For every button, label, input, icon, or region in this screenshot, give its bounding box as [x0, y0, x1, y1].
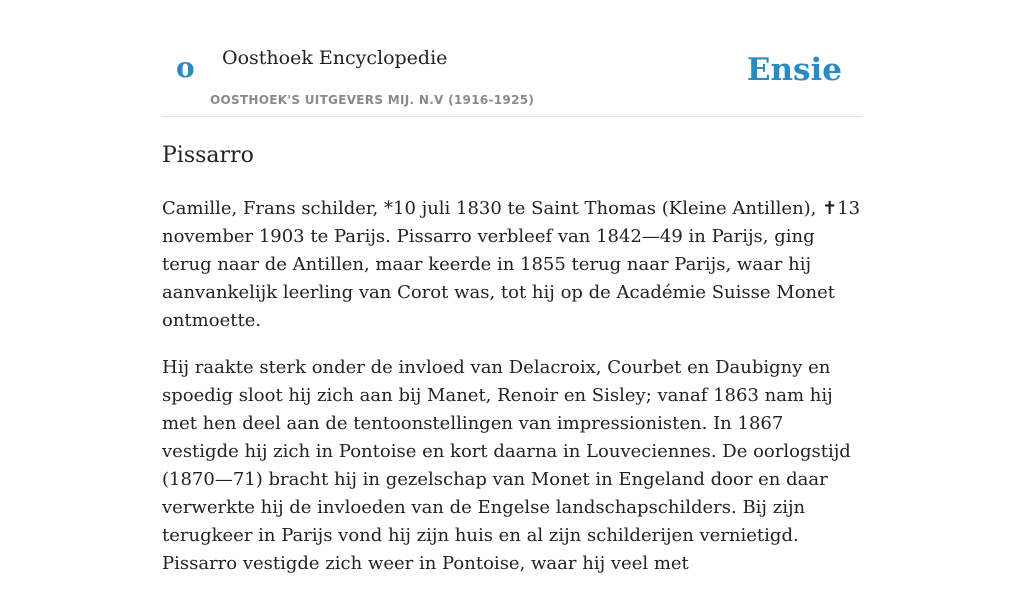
entry-body — [162, 195, 862, 578]
entry-paragraph-1: Camille, Frans schilder, *10 juli 1830 te Saint Thomas (Kleine Antillen), ✝13 november 1903 te Parijs. Pissarro verbleef van 1842—49 in Parijs, ging terug naar de Antillen, maar keerde in 1855 terug naar Parijs, waar hij aanvankelijk leerling van Corot was, tot hij op de Académie Suisse Monet ontmoette. — [162, 198, 861, 331]
entry-paragraph-2: Hij raakte sterk onder de invloed van Delacroix, Courbet en Daubigny en spoedig sloot hij zich aan bij Manet, Renoir en Sisley; vanaf 1863 nam hij met hen deel aan de tentoonstellingen van impressionisten. In 1867 vestigde hij zich in Pontoise en kort daarna in Louveciennes. De oorlogstijd (1870—71) bracht hij in gezelschap van Monet in Engeland door en daar verwerkte hij de invloeden van de Engelse landschapschilders. Bij zijn terugkeer in Parijs vond hij zijn huis en al zijn schilderijen vernietigd. Pissarro vestigde zich weer in Pontoise, waar hij veel met — [162, 357, 851, 574]
publisher-label: OOSTHOEK'S UITGEVERS MIJ. N.V (1916-1925) — [210, 93, 535, 107]
site-logo[interactable]: o — [176, 51, 195, 84]
site-title[interactable]: Oosthoek Encyclopedie — [222, 47, 448, 69]
site-header — [162, 0, 862, 117]
page-container — [162, 0, 862, 597]
entry-title: Pissarro — [162, 143, 254, 168]
brand-logo[interactable]: Ensie — [746, 52, 842, 88]
